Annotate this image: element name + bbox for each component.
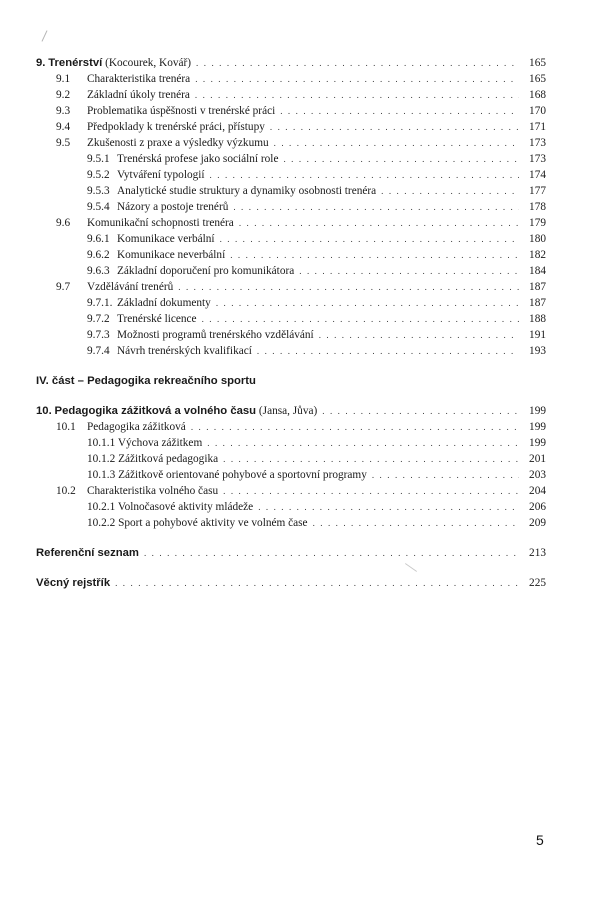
page-number: 5 — [536, 832, 544, 848]
toc-entry-body — [36, 55, 546, 71]
toc-entry-body — [87, 215, 546, 231]
toc-entry-body — [117, 167, 546, 183]
toc-entry — [36, 403, 546, 419]
toc-entry — [36, 451, 546, 467]
toc-page-number: 174 — [529, 169, 546, 181]
dot-leader — [223, 483, 519, 499]
toc-page-number: 170 — [529, 105, 546, 117]
toc-entry — [36, 467, 546, 483]
dot-leader — [144, 545, 519, 561]
toc-page-number: 225 — [529, 577, 546, 589]
dot-leader — [274, 135, 519, 151]
section-number: 9.6 — [56, 217, 71, 229]
toc-page-number: 165 — [529, 57, 546, 69]
dot-leader — [223, 451, 519, 467]
toc-entry-body — [36, 403, 546, 419]
toc-entry — [36, 327, 546, 343]
chapter-number: 9. — [36, 57, 46, 69]
section-number: 9.6.2 — [87, 249, 110, 261]
toc-entry-body — [87, 135, 546, 151]
spacer — [36, 359, 546, 373]
toc-entry — [36, 215, 546, 231]
section-number: 9.5.2 — [87, 169, 110, 181]
section-number: 9.6.1 — [87, 233, 110, 245]
chapter-title: Trenérství — [48, 57, 103, 69]
chapter-title: Referenční seznam — [36, 547, 139, 559]
section-number: 9.6.3 — [87, 265, 110, 277]
toc-entry — [36, 247, 546, 263]
dot-leader — [381, 183, 519, 199]
section-title: Komunikační schopnosti trenéra — [87, 217, 234, 229]
dot-leader — [195, 71, 519, 87]
toc-page-number: 187 — [529, 297, 546, 309]
toc-entry-body — [117, 183, 546, 199]
section-title: Analytické studie struktury a dynamiky osobnosti trenéra — [117, 185, 377, 197]
toc-entry-body — [87, 451, 546, 467]
chapter-authors: (Jansa, Jůva) — [258, 405, 318, 417]
section-number: 9.5.4 — [87, 201, 110, 213]
toc-entry — [36, 343, 546, 359]
dot-leader — [196, 55, 519, 71]
toc-page-number: 179 — [529, 217, 546, 229]
toc-entry-body — [117, 231, 546, 247]
section-title: Základní dokumenty — [117, 297, 211, 309]
section-title: Vytváření typologií — [117, 169, 205, 181]
toc-page-number: 168 — [529, 89, 546, 101]
dot-leader — [319, 327, 519, 343]
section-title: 10.1.1 Výchova zážitkem — [87, 437, 203, 449]
toc-page-number: 187 — [529, 281, 546, 293]
toc-entry-title — [36, 55, 191, 71]
dot-leader — [115, 575, 519, 591]
dot-leader — [322, 403, 519, 419]
section-number: 9.3 — [56, 105, 71, 117]
chapter-number: 10. — [36, 405, 52, 417]
toc-entry — [36, 545, 546, 561]
section-title: Zkušenosti z praxe a výsledky výzkumu — [87, 137, 269, 149]
section-title: Charakteristika volného času — [87, 485, 219, 497]
section-title: Komunikace verbální — [117, 233, 215, 245]
toc-page-number: 177 — [529, 185, 546, 197]
toc-entry — [36, 435, 546, 451]
toc-page-number: 188 — [529, 313, 546, 325]
toc-page-number: 199 — [529, 421, 546, 433]
toc-page-number: 171 — [529, 121, 546, 133]
toc-entry-body — [117, 263, 546, 279]
toc-page-number: 201 — [529, 453, 546, 465]
toc-entry — [36, 71, 546, 87]
section-number: 9.2 — [56, 89, 71, 101]
toc-page-number: 199 — [529, 405, 546, 417]
toc-entry — [36, 135, 546, 151]
section-number: 9.7.4 — [87, 345, 110, 357]
dot-leader — [195, 87, 519, 103]
section-title: 10.1.2 Zážitková pedagogika — [87, 453, 219, 465]
dot-leader — [207, 435, 519, 451]
toc-page-number: 193 — [529, 345, 546, 357]
section-number: 9.4 — [56, 121, 71, 133]
section-number: 9.7.3 — [87, 329, 110, 341]
section-number: 9.1 — [56, 73, 71, 85]
dot-leader — [270, 119, 519, 135]
toc-entry-body — [117, 311, 546, 327]
section-title: 10.1.3 Zážitkově orientované pohybové a sportovní programy — [87, 469, 367, 481]
toc-entry — [36, 199, 546, 215]
toc-page-number: 209 — [529, 517, 546, 529]
toc-page-number: 203 — [529, 469, 546, 481]
toc-entry — [36, 499, 546, 515]
toc-entry-body — [117, 327, 546, 343]
toc-entry — [36, 87, 546, 103]
toc-entry — [36, 419, 546, 435]
dot-leader — [283, 151, 519, 167]
toc-entry — [36, 119, 546, 135]
section-number: 9.5.3 — [87, 185, 110, 197]
toc-entry-title — [36, 545, 139, 561]
section-title: Základní doporučení pro komunikátora — [117, 265, 295, 277]
section-title: Trenérské licence — [117, 313, 197, 325]
toc-entry-body — [87, 467, 546, 483]
chapter-title: Věcný rejstřík — [36, 577, 111, 589]
toc-entry-title — [36, 403, 317, 419]
section-number: 9.7 — [56, 281, 71, 293]
section-title: 10.2.2 Sport a pohybové aktivity ve volném čase — [87, 517, 308, 529]
section-title: Charakteristika trenéra — [87, 73, 191, 85]
toc-entry — [36, 55, 546, 71]
dot-leader — [233, 199, 519, 215]
dot-leader — [230, 247, 519, 263]
dot-leader — [257, 343, 519, 359]
toc-entry — [36, 279, 546, 295]
toc-entry-body — [87, 103, 546, 119]
toc-entry — [36, 151, 546, 167]
dot-leader — [191, 419, 519, 435]
toc-entry-body — [117, 295, 546, 311]
section-number: 10.2 — [56, 485, 76, 497]
toc-entry — [36, 167, 546, 183]
spacer — [36, 389, 546, 403]
section-number: 9.5 — [56, 137, 71, 149]
dot-leader — [280, 103, 519, 119]
dot-leader — [210, 167, 519, 183]
toc-entry-body — [87, 483, 546, 499]
toc-page-number: 173 — [529, 137, 546, 149]
toc-page-number: 204 — [529, 485, 546, 497]
toc-entry — [36, 295, 546, 311]
table-of-contents — [36, 55, 546, 591]
dot-leader — [239, 215, 519, 231]
dot-leader — [258, 499, 519, 515]
toc-entry — [36, 231, 546, 247]
toc-entry-body — [87, 119, 546, 135]
toc-entry — [36, 183, 546, 199]
chapter-authors: (Kocourek, Kovář) — [105, 57, 192, 69]
toc-entry-body — [117, 151, 546, 167]
chapter-title: Pedagogika zážitková a volného času — [54, 405, 257, 417]
section-title: Základní úkoly trenéra — [87, 89, 190, 101]
section-title: Předpoklady k trenérské práci, přístupy — [87, 121, 265, 133]
toc-entry-body — [36, 545, 546, 561]
toc-entry-body — [36, 575, 546, 591]
toc-entry — [36, 311, 546, 327]
section-title: Komunikace neverbální — [117, 249, 226, 261]
part-heading — [36, 373, 546, 389]
section-title: Trenérská profese jako sociální role — [117, 153, 279, 165]
section-title: Návrh trenérských kvalifikací — [117, 345, 252, 357]
section-number: 9.7.2 — [87, 313, 110, 325]
spacer — [36, 561, 546, 575]
section-title: Problematika úspěšnosti v trenérské práci — [87, 105, 276, 117]
stray-mark — [42, 30, 48, 41]
toc-entry — [36, 263, 546, 279]
toc-entry-body — [87, 435, 546, 451]
toc-page-number: 184 — [529, 265, 546, 277]
section-title: Vzdělávání trenérů — [87, 281, 174, 293]
toc-page-number: 206 — [529, 501, 546, 513]
part-title: IV. část – Pedagogika rekreačního sportu — [36, 375, 256, 387]
section-title: Pedagogika zážitková — [87, 421, 186, 433]
toc-entry — [36, 483, 546, 499]
dot-leader — [216, 295, 519, 311]
dot-leader — [178, 279, 519, 295]
toc-page-number: 182 — [529, 249, 546, 261]
section-title: 10.2.1 Volnočasové aktivity mládeže — [87, 501, 254, 513]
toc-entry-body — [87, 279, 546, 295]
toc-entry-body — [117, 199, 546, 215]
toc-page-number: 180 — [529, 233, 546, 245]
toc-entry-body — [87, 419, 546, 435]
toc-entry — [36, 515, 546, 531]
dot-leader — [202, 311, 519, 327]
toc-page-number: 173 — [529, 153, 546, 165]
toc-entry-title — [36, 575, 110, 591]
section-title: Názory a postoje trenérů — [117, 201, 229, 213]
toc-entry-body — [87, 71, 546, 87]
spacer — [36, 531, 546, 545]
section-title: Možnosti programů trenérského vzdělávání — [117, 329, 314, 341]
toc-page-number: 178 — [529, 201, 546, 213]
toc-entry-body — [117, 247, 546, 263]
dot-leader — [299, 263, 519, 279]
toc-page-number: 191 — [529, 329, 546, 341]
toc-entry-body — [117, 343, 546, 359]
toc-page-number: 213 — [529, 547, 546, 559]
toc-page-number: 165 — [529, 73, 546, 85]
toc-entry-body — [87, 499, 546, 515]
toc-page-number: 199 — [529, 437, 546, 449]
dot-leader — [313, 515, 519, 531]
section-number: 9.7.1. — [87, 297, 113, 309]
dot-leader — [372, 467, 519, 483]
dot-leader — [220, 231, 519, 247]
toc-entry — [36, 575, 546, 591]
section-number: 9.5.1 — [87, 153, 110, 165]
toc-entry — [36, 103, 546, 119]
toc-entry-body — [87, 515, 546, 531]
toc-entry-body — [87, 87, 546, 103]
section-number: 10.1 — [56, 421, 76, 433]
